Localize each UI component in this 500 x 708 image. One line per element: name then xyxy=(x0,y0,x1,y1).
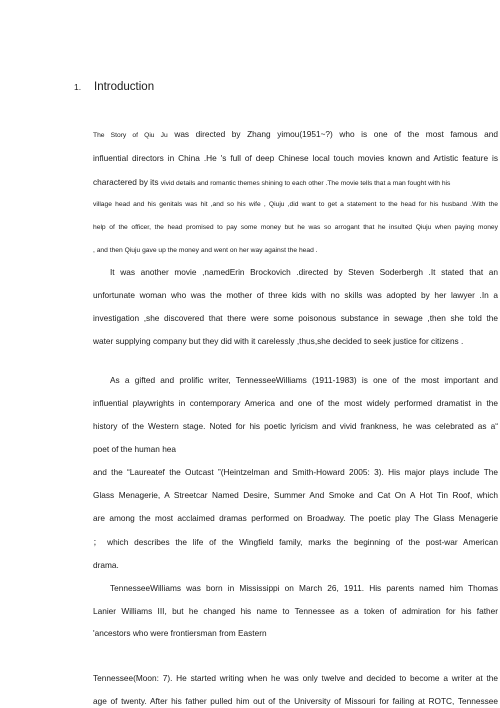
paragraph-1-line-1 xyxy=(93,128,498,142)
paragraph-1-line-5: help of the officer, the head promised to pay some money but he was so arrogant that he insulted Qiuju when paying money xyxy=(93,224,498,231)
paragraph-3-line-8 xyxy=(93,536,498,548)
paragraph-text: which describes the life of the Wingfield family, marks the beginning of the post-war American xyxy=(107,537,498,547)
paragraph-5-line-1: Tennessee(Moon: 7). He started writing when he was only twelve and decided to become a writer at the xyxy=(93,673,498,683)
paragraph-2-line-3: investigation ,she discovered that there were some poisonous substance in sewage ,then she told the xyxy=(93,313,498,323)
paragraph-2-line-4: water supplying company but they did with it carelessly ,thus,she decided to seek justice for citizens . xyxy=(93,336,464,346)
paragraph-3-line-6: Glass Menagerie, A Streetcar Named Desire, Summer And Smoke and Cat On A Hot Tin Roof, which xyxy=(93,490,498,500)
paragraph-5-line-2: age of twenty. After his father pulled him out of the University of Missouri for failing at ROTC, Tennessee xyxy=(93,696,498,706)
paragraph-1-line-6: , and then Qiuju gave up the money and went on her way against the head . xyxy=(93,247,318,254)
paragraph-4-line-1: TennesseeWilliams was born in Mississippi on March 26, 1911. His parents named him Thomas xyxy=(110,583,498,593)
paragraph-3-line-2: influential playwrights in contemporary America and one of the most widely performed dramatist in the xyxy=(93,398,498,408)
paragraph-1-line-3 xyxy=(93,176,498,190)
paragraph-2-line-1: It was another movie ,namedErin Brockovich .directed by Steven Soderbergh .It stated that an xyxy=(110,267,498,277)
paragraph-3-line-9: drama. xyxy=(93,560,119,570)
paragraph-1-line-4: village head and his genitals was hit ,and so his wife , Qiuju ,did want to get a statement to the head for his husband .With the xyxy=(93,201,498,208)
paragraph-text-small: vivid details and romantic themes shining to each other .The movie tells that a man fought with his xyxy=(160,180,451,187)
paragraph-3-line-3: history of the Western stage. Noted for his poetic lyricism and vivid frankness, he was celebrated as a“ xyxy=(93,421,498,431)
paragraph-1-line-2: influential directors in China .He 's full of deep Chinese local touch movies known and Artistic feature is xyxy=(93,153,498,163)
section-title: Introduction xyxy=(94,81,155,93)
paragraph-2-line-2: unfortunate woman who was the mother of three kids with no skills was adopted by her lawyer .In a xyxy=(93,290,498,300)
paragraph-text: charactered by its xyxy=(93,177,159,187)
paragraph-3-line-5: and the “Laureatef the Outcast ”(Heintzelman and Smith-Howard 2005: 3). His major plays include The xyxy=(93,467,498,477)
paragraph-3-line-1: As a gifted and prolific writer, TennesseeWilliams (1911-1983) is one of the most important and xyxy=(110,375,498,385)
paragraph-3-line-7: are among the most acclaimed dramas performed on Broadway. The poetic play The Glass Menagerie xyxy=(93,513,498,523)
movie-title-text: The Story of Qiu Ju xyxy=(93,132,168,139)
section-heading xyxy=(74,80,154,94)
paragraph-4-line-3: 'ancestors who were frontiersman from Eastern xyxy=(93,628,267,638)
section-number: 1. xyxy=(74,82,82,92)
paragraph-text: was directed by Zhang yimou(1951~?) who is one of the most famous and xyxy=(174,129,498,139)
paragraph-4-line-2: Lanier Williams III, but he changed his name to Tennessee as a token of admiration for his father xyxy=(93,606,498,616)
punctuation-mark: ； xyxy=(93,537,102,547)
paragraph-3-line-4: poet of the human hea xyxy=(93,444,177,454)
